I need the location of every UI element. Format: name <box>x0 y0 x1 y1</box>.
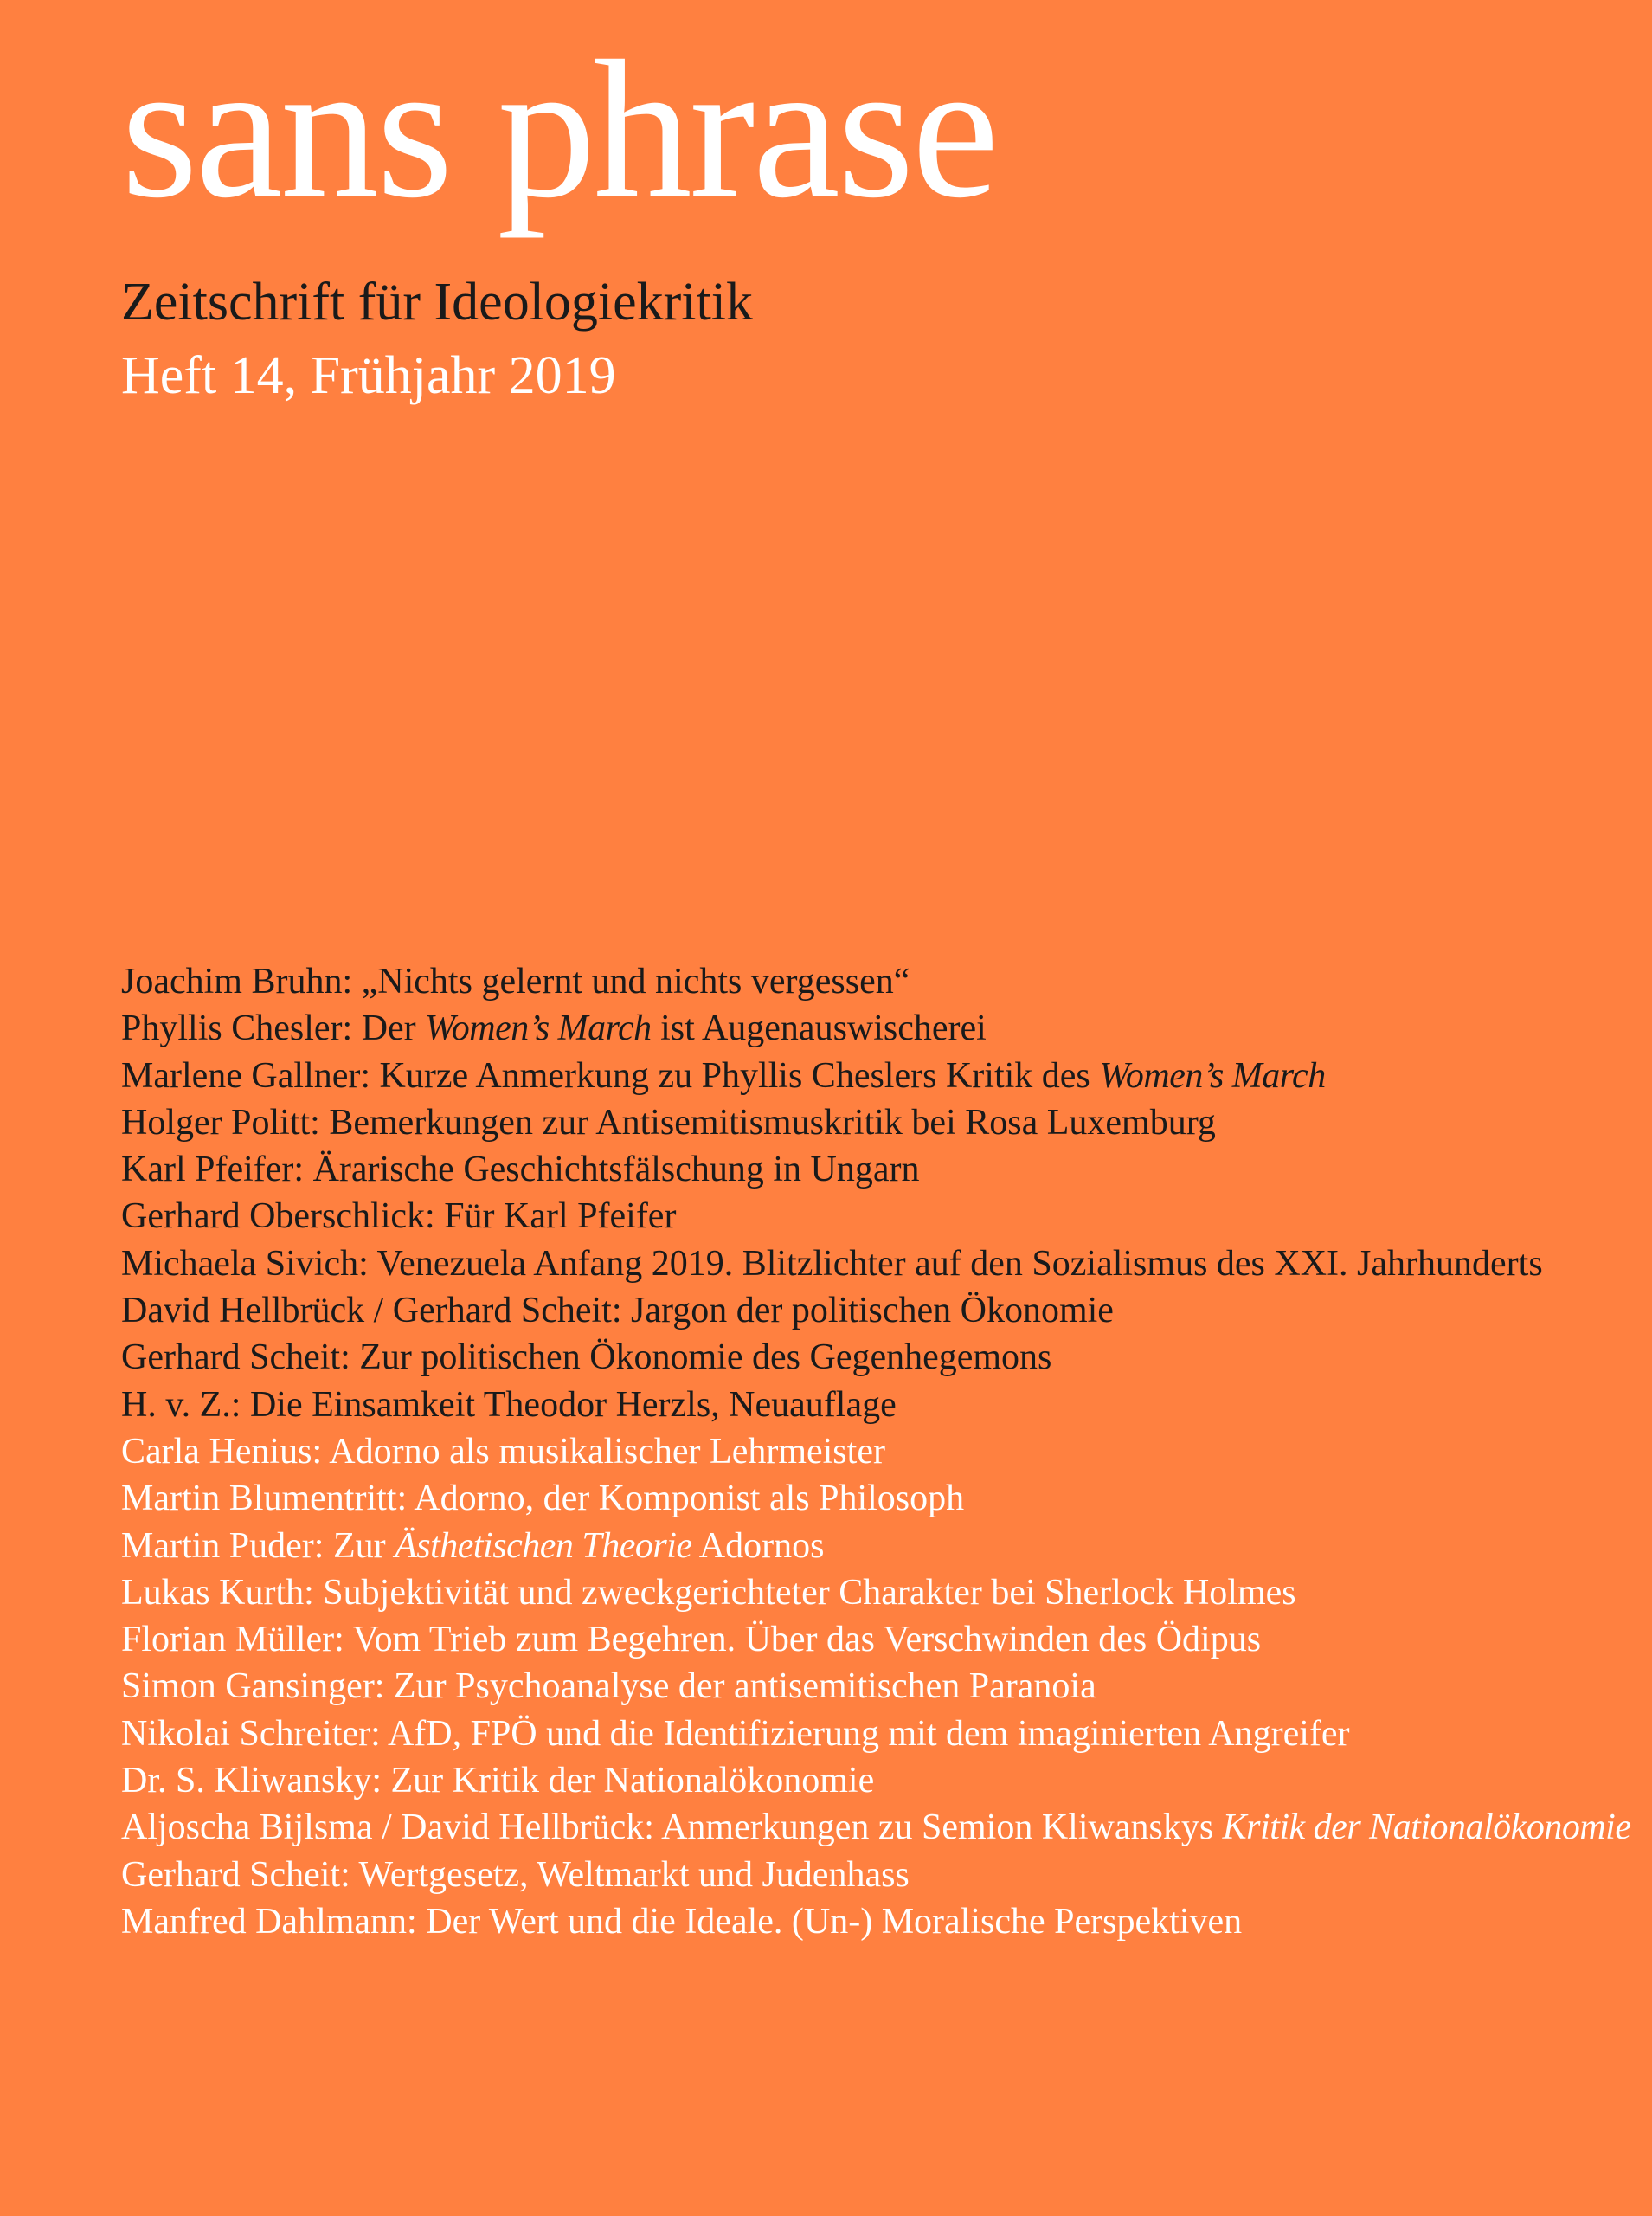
entry-title: Für Karl Pfeifer <box>444 1196 677 1237</box>
journal-title: sans phrase <box>121 21 997 239</box>
entry-title: Vom Trieb zum Begehren. Über das Verschwinden des Ödipus <box>352 1620 1262 1660</box>
entry-title: Ärarische Geschichtsfälschung in Ungarn <box>312 1150 920 1190</box>
entry-author: Marlene Gallner: <box>121 1055 380 1096</box>
contents-entry <box>121 1193 1630 1240</box>
entry-title: Venezuela Anfang 2019. Blitzlichter auf den Sozialismus des XXI. Jahrhunderts <box>376 1243 1543 1284</box>
contents-entry <box>121 1382 1630 1428</box>
entry-author: Aljoscha Bijlsma / David Hellbrück: <box>121 1807 662 1848</box>
entry-author: Karl Pfeifer: <box>121 1150 313 1190</box>
issue-label: Heft 14, Frühjahr 2019 <box>121 346 616 405</box>
entry-title-continued: ist Augenauswischerei <box>651 1008 987 1049</box>
entry-author: H. v. Z.: <box>121 1384 250 1425</box>
entry-title-italic: Women’s March <box>425 1008 652 1049</box>
entry-title: Adorno, der Komponist als Philosoph <box>414 1478 965 1519</box>
entry-author: Martin Blumentritt: <box>121 1478 415 1519</box>
entry-title: Wertgesetz, Weltmarkt und Judenhass <box>358 1854 910 1895</box>
entry-author: Carla Henius: <box>121 1431 330 1472</box>
contents-entry <box>121 1334 1630 1381</box>
contents-entry <box>121 1475 1630 1522</box>
entry-author: Florian Müller: <box>121 1620 353 1660</box>
entry-author: Gerhard Oberschlick: <box>121 1196 445 1237</box>
entry-title: Jargon der politischen Ökonomie <box>630 1291 1114 1331</box>
contents-entry <box>121 1523 1630 1569</box>
entry-title: Adorno als musikalischer Lehrmeister <box>329 1431 885 1472</box>
contents-entry <box>121 1099 1630 1146</box>
entry-author: Nikolai Schreiter: <box>121 1713 388 1754</box>
entry-title: AfD, FPÖ und die Identifizierung mit dem imaginierten Angreifer <box>387 1713 1350 1754</box>
contents-entry <box>121 1898 1630 1945</box>
contents-entry <box>121 1287 1630 1334</box>
contents-entry <box>121 1005 1630 1052</box>
contents-entry <box>121 1428 1630 1475</box>
contents-entry <box>121 958 1630 1005</box>
entry-author: Holger Politt: <box>121 1102 330 1143</box>
entry-title-italic: Ästhetischen Theorie <box>395 1525 692 1566</box>
contents-entry <box>121 1757 1630 1804</box>
entry-title: Zur <box>332 1525 395 1566</box>
entry-author: Martin Puder: <box>121 1525 333 1566</box>
entry-title: Zur Kritik der Nationalökonomie <box>390 1761 875 1801</box>
entry-author: David Hellbrück / Gerhard Scheit: <box>121 1291 631 1331</box>
entry-title: Subjektivität und zweckgerichteter Charakter bei Sherlock Holmes <box>323 1572 1296 1613</box>
entry-title: Kurze Anmerkung zu Phyllis Cheslers Kritik des <box>379 1055 1100 1096</box>
contents-entry <box>121 1146 1630 1193</box>
contents-entry <box>121 1710 1630 1757</box>
entry-author: Dr. S. Kliwansky: <box>121 1761 391 1801</box>
contents-entry <box>121 1240 1630 1287</box>
contents-entry <box>121 1852 1630 1898</box>
entry-title-italic: Women’s March <box>1099 1055 1326 1096</box>
entry-title: Die Einsamkeit Theodor Herzls, Neuauflage <box>249 1384 897 1425</box>
entry-title-italic: Kritik der Nationalökonomie <box>1222 1807 1631 1848</box>
entry-title: Der Wert und die Ideale. (Un-) Moralische Perspektiven <box>426 1901 1243 1942</box>
contents-entry <box>121 1053 1630 1099</box>
entry-title: Bemerkungen zur Antisemitismuskritik bei Rosa Luxemburg <box>329 1102 1216 1143</box>
contents-entry <box>121 1663 1630 1710</box>
entry-author: Phyllis Chesler: <box>121 1008 362 1049</box>
entry-author: Manfred Dahlmann: <box>121 1901 427 1942</box>
entry-author: Simon Gansinger: <box>121 1666 394 1707</box>
entry-title: „Nichts gelernt und nichts vergessen“ <box>361 962 910 1002</box>
table-of-contents <box>121 958 1630 1945</box>
entry-author: Michaela Sivich: <box>121 1243 377 1284</box>
contents-entry <box>121 1569 1630 1616</box>
entry-title: Zur Psychoanalyse der antisemitischen Paranoia <box>393 1666 1096 1707</box>
entry-title: Anmerkungen zu Semion Kliwanskys <box>661 1807 1223 1848</box>
entry-title: Der <box>361 1008 426 1049</box>
entry-author: Joachim Bruhn: <box>121 962 362 1002</box>
entry-author: Gerhard Scheit: <box>121 1854 359 1895</box>
entry-author: Gerhard Scheit: <box>121 1337 360 1378</box>
contents-entry <box>121 1616 1630 1663</box>
contents-entry <box>121 1804 1630 1851</box>
entry-author: Lukas Kurth: <box>121 1572 324 1613</box>
entry-title-continued: Adornos <box>691 1525 825 1566</box>
entry-title: Zur politischen Ökonomie des Gegenhegemons <box>359 1337 1052 1378</box>
journal-subtitle: Zeitschrift für Ideologiekritik <box>121 273 753 332</box>
